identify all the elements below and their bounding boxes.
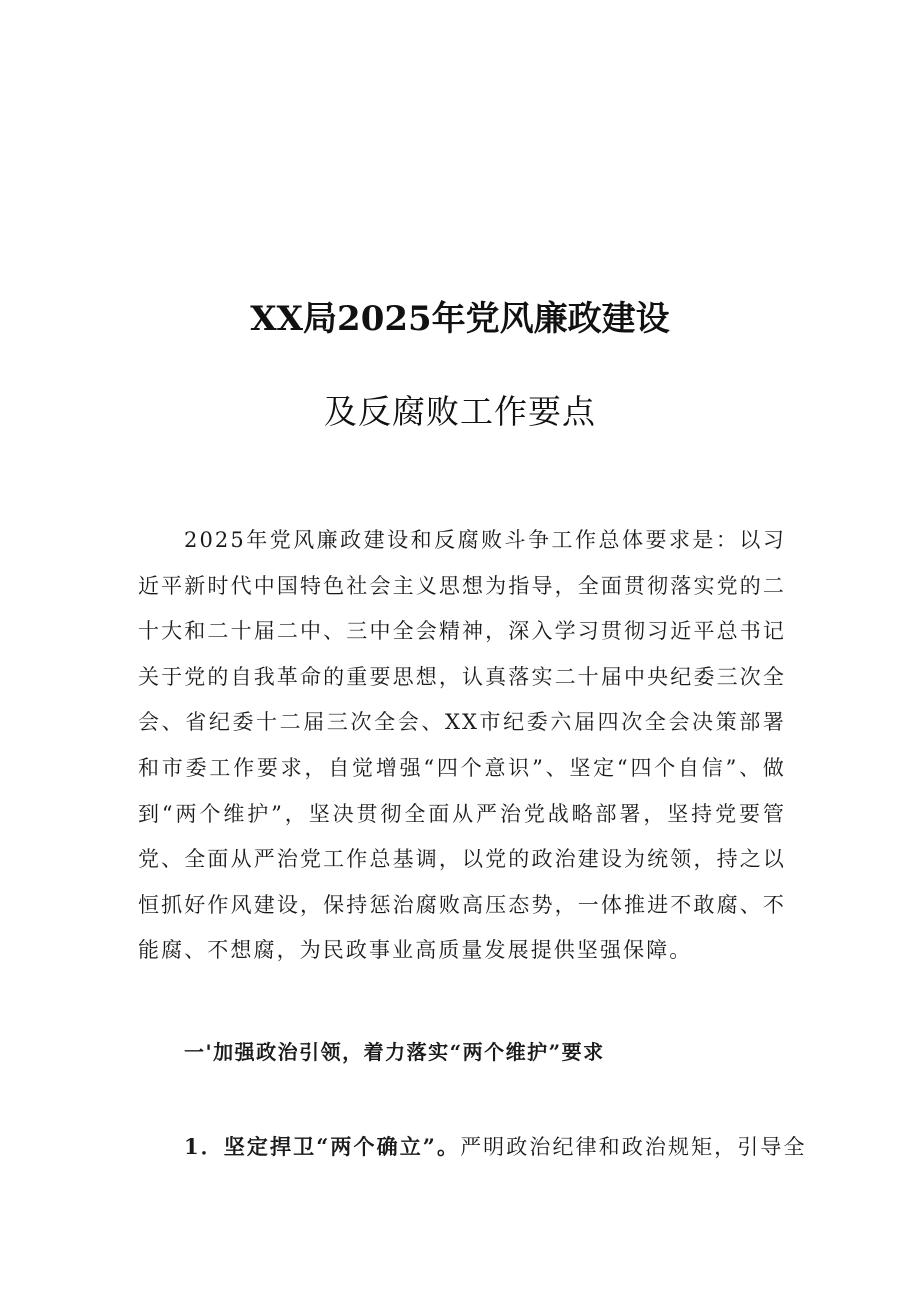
document-title-line-2: 及反腐败工作要点 bbox=[324, 392, 596, 432]
section-heading-1: 一'加强政治引领，着力落实“两个维护”要求 bbox=[184, 1040, 605, 1064]
intro-paragraph: 2025年党风廉政建设和反腐败斗争工作总体要求是：以习近平新时代中国特色社会主义思想为指导，全面贯彻落实党的二十大和二十届二中、三中全会精神，深入学习贯彻习近平总书记关于党的自我革命的重要思想，认真落实二十届中央纪委三次全会、省纪委十二届三次全会、XX市纪委六届四次全会决策部署和市委工作要求，自觉增强“四个意识”、坚定“四个自信”、做到“两个维护”，坚决贯彻全面从严治党战略部署，坚持党要管党、全面从严治党工作总基调，以党的政治建设为统领，持之以恒抓好作风建设，保持惩治腐败高压态势，一体推进不敢腐、不能腐、不想腐，为民政事业高质量发展提供坚强保障。 bbox=[138, 528, 786, 963]
item-1-text: 严明政治纪律和政治规矩，引导全 bbox=[460, 1135, 807, 1159]
item-1-label: 1．坚定捍卫“两个确立”。 bbox=[184, 1134, 461, 1159]
item-1 bbox=[184, 1131, 807, 1161]
document-title-line-1: XX局2025年党风廉政建设 bbox=[250, 298, 670, 339]
